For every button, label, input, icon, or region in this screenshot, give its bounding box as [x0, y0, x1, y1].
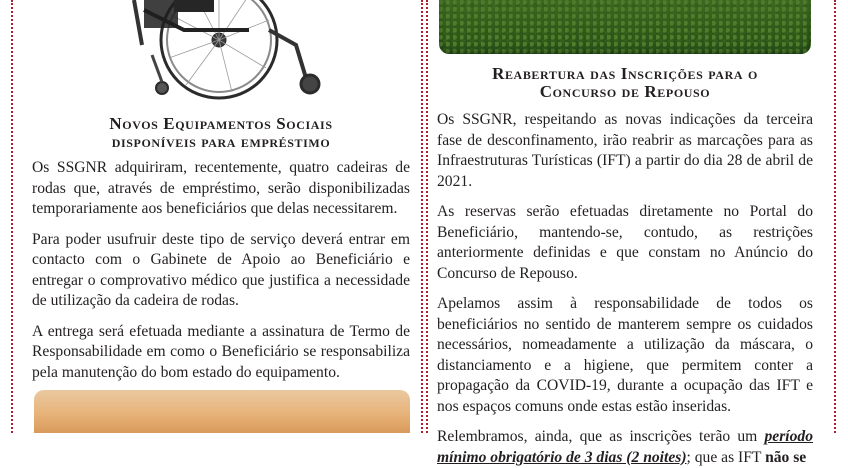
left-article-title: [32, 115, 410, 151]
right-paragraph-4: [437, 427, 813, 468]
right-title-line2: Concurso de Repouso: [539, 82, 711, 101]
right-article-title: [437, 65, 813, 101]
right-p4-bold-tail: não se: [765, 448, 807, 466]
left-title-line1: Novos Equipamentos Sociais: [109, 114, 333, 133]
right-p4-emphasis: período mínimo obrigatório de 3 dias (2 noites): [437, 428, 813, 466]
right-title-line1: Reabertura das Inscrições para o: [492, 64, 758, 83]
left-paragraph-3: A entrega será efetuada mediante a assinatura de Termo de Responsabilidade em como o Beneficiário se responsabiliza pela manutenção do bom estado do equipamento.: [32, 322, 410, 381]
left-paragraph-2: Para poder usufruir deste tipo de serviço deverá entrar em contacto com o Gabinete de Apoio ao Beneficiário e entregar o comprovativo médico que justifica a necessidade de utilização da cadeira de rodas.: [32, 230, 410, 309]
right-p4-prefix: Relembramos, ainda, que as inscrições terão um: [437, 428, 765, 445]
left-paragraph-1: Os SSGNR adquiriram, recentemente, quatro cadeiras de rodas que, através de empréstimo, serão disponibilizadas temporariamente aos beneficiários que delas necessitarem.: [32, 159, 410, 217]
sunset-photo: [34, 390, 410, 433]
column-divider-ornament: [421, 0, 423, 433]
column-divider-ornament-2: [426, 0, 428, 433]
right-article: [437, 65, 813, 468]
left-article: [32, 115, 410, 383]
right-paragraph-2: As reservas serão efetuadas diretamente no Portal do Beneficiário, mantendo-se, contudo, as restrições anteriormente definidas e que constam no Anúncio do Concurso de Repouso.: [437, 203, 813, 282]
wheelchair-photo: [34, 0, 410, 100]
right-paragraph-1: Os SSGNR, respeitando as novas indicações da terceira fase de desconfinamento, irão reabrir as marcações para as Infraestruturas Turísticas (IFT) a partir do dia 28 de abril de 2021.: [437, 111, 813, 190]
right-border-ornament: [834, 0, 836, 433]
right-paragraph-3: Apelamos assim à responsabilidade de todos os beneficiários no sentido de manterem sempre os cuidados necessários, nomeadamente a utilização da máscara, o distanciamento e a higiene, que permitem conter a propagação da COVID-19, durante a ocupação das IFT e nos espaços comuns onde estas estão inseridas.: [437, 295, 813, 415]
left-border-ornament: [11, 0, 13, 433]
left-title-line2: disponíveis para empréstimo: [111, 132, 331, 151]
grass-photo: [439, 0, 811, 54]
right-p4-mid: ; que as IFT: [686, 448, 766, 466]
